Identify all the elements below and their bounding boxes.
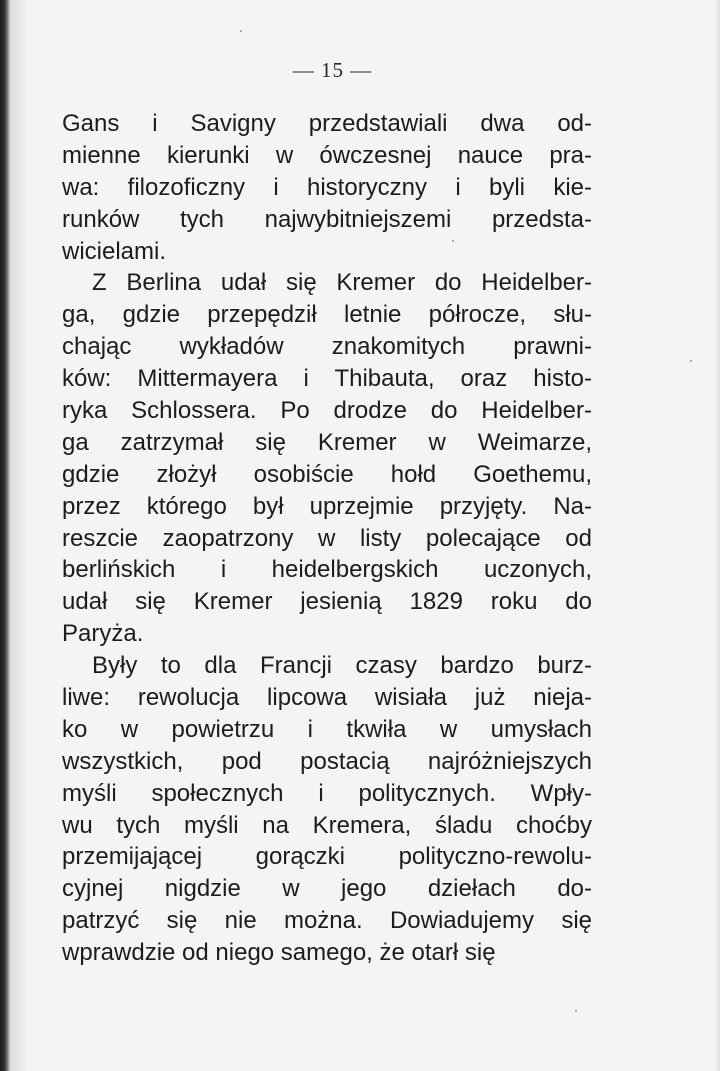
text-line: ków: Mittermayera i Thibauta, oraz histo- <box>62 365 592 393</box>
text-line: wprawdzie od niego samego, że otarł się <box>62 939 496 967</box>
text-line: Gans i Savigny przedstawiali dwa od- <box>62 110 592 137</box>
scan-speck <box>452 240 454 242</box>
text-line: Paryża. <box>62 620 144 648</box>
text-line: myśli społecznych i politycznych. Wpły- <box>62 779 592 807</box>
text-line: ko w powietrzu i tkwiła w umysłach <box>62 715 592 743</box>
page-right-edge <box>714 0 720 1071</box>
text-line: gdzie złożył osobiście hołd Goethemu, <box>62 460 592 488</box>
text-line: chając wykładów znakomitych prawni- <box>62 333 592 361</box>
text-line: ryka Schlossera. Po drodze do Heidelber- <box>62 397 592 425</box>
text-line: przemijającej gorączki polityczno-rewolu- <box>62 843 592 871</box>
text-line: reszcie zaopatrzony w listy polecające od <box>62 524 592 552</box>
scan-speck <box>690 360 692 362</box>
text-line: runków tych najwybitniejszemi przedsta- <box>62 205 592 233</box>
text-line: patrzyć się nie można. Dowiadujemy się <box>62 907 592 935</box>
text-line: mienne kierunki w ówczesnej nauce pra- <box>62 141 592 169</box>
text-line: wszystkich, pod postacią najróżniejszych <box>62 747 592 775</box>
text-line: wicielami. <box>62 237 167 265</box>
text-line: ga, gdzie przepędził letnie półrocze, słu- <box>62 301 592 329</box>
scan-speck <box>575 1010 577 1012</box>
page-number: — 15 — <box>292 58 373 82</box>
body-text <box>62 108 592 969</box>
text-line: wu tych myśli na Kremera, śladu choćby <box>62 811 592 839</box>
text-line: Z Berlina udał się Kremer do Heidelber- <box>92 269 592 297</box>
text-line: cyjnej nigdzie w jego dziełach do- <box>62 875 592 903</box>
scan-speck <box>240 30 242 32</box>
text-line: Były to dla Francji czasy bardzo burz- <box>92 652 592 680</box>
binding-edge <box>0 0 10 1071</box>
text-line: liwe: rewolucja lipcowa wisiała już nieja- <box>62 684 592 712</box>
text-line: udał się Kremer jesienią 1829 roku do <box>62 588 592 616</box>
text-line: berlińskich i heidelbergskich uczonych, <box>62 556 592 584</box>
text-line: wa: filozoficzny i historyczny i byli kie- <box>62 173 592 201</box>
text-line: przez którego był uprzejmie przyjęty. Na- <box>62 492 592 520</box>
binding-shadow <box>10 0 28 1071</box>
text-line: ga zatrzymał się Kremer w Weimarze, <box>62 428 592 456</box>
